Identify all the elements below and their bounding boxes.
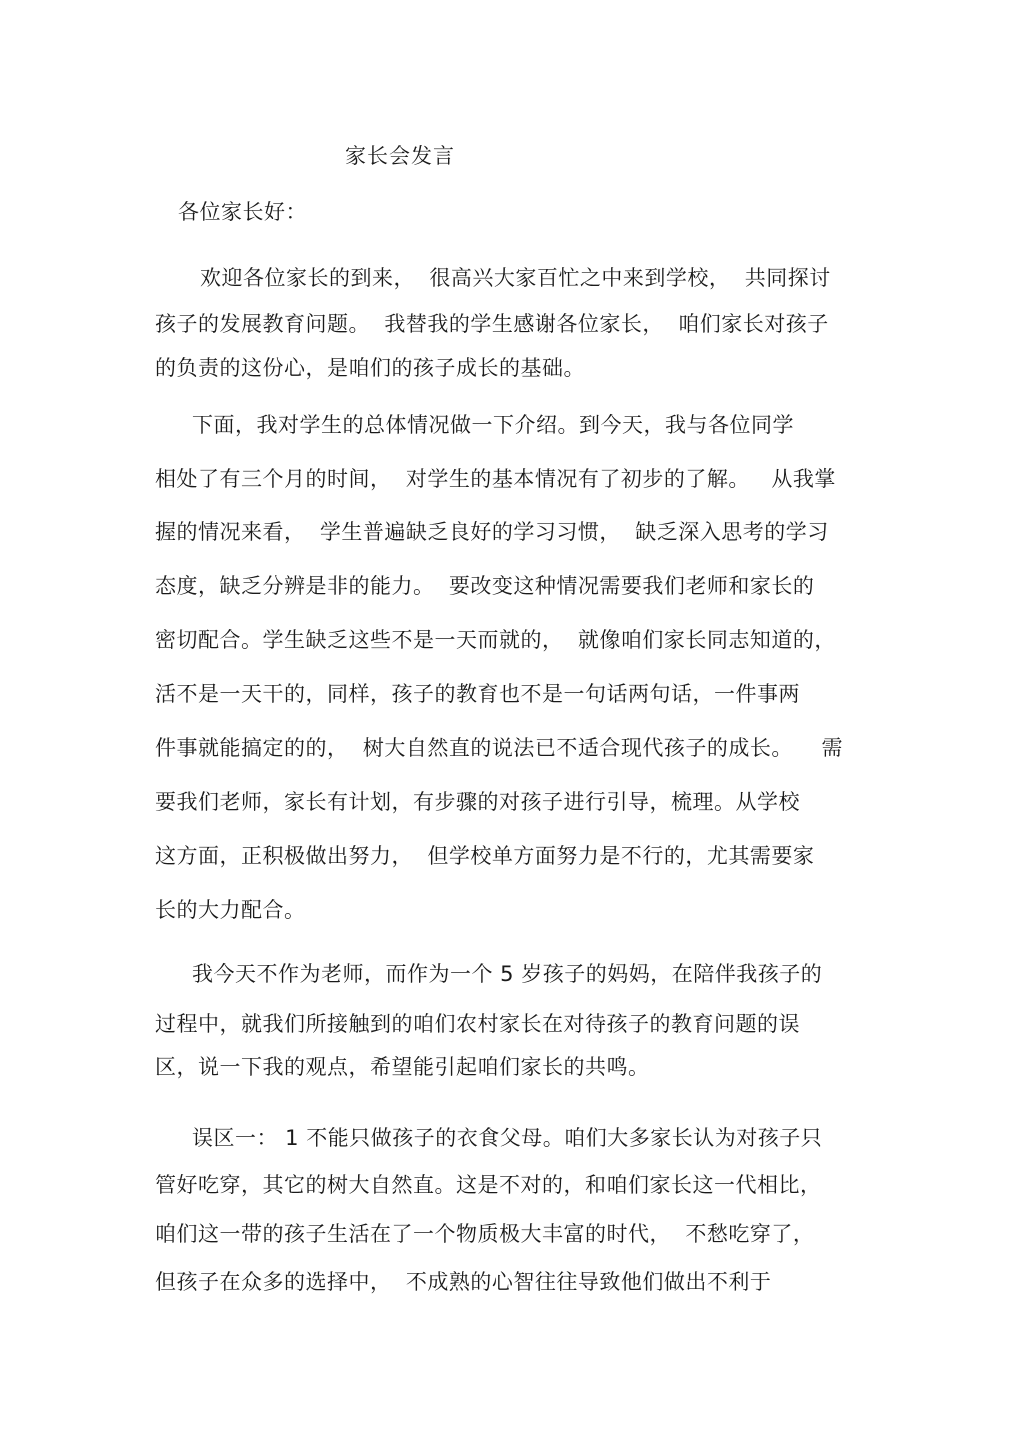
body-line: 握的情况来看， 学生普遍缺乏良好的学习习惯， 缺乏深入思考的学习	[155, 520, 829, 544]
body-line: 活不是一天干的，同样，孩子的教育也不是一句话两句话，一件事两	[155, 682, 800, 706]
body-line: 误区一： 1 不能只做孩子的衣食父母。咱们大多家长认为对孩子只	[192, 1126, 823, 1150]
body-line: 过程中，就我们所接触到的咱们农村家长在对待孩子的教育问题的误	[155, 1012, 800, 1036]
body-line: 相处了有三个月的时间， 对学生的基本情况有了初步的了解。 从我掌	[155, 467, 836, 491]
body-line: 这方面，正积极做出努力， 但学校单方面努力是不行的，尤其需要家	[155, 844, 815, 868]
greeting: 各位家长好：	[178, 200, 307, 224]
body-line: 长的大力配合。	[155, 898, 306, 922]
body-line: 管好吃穿，其它的树大自然直。这是不对的，和咱们家长这一代相比，	[155, 1173, 822, 1197]
body-line: 欢迎各位家长的到来， 很高兴大家百忙之中来到学校， 共同探讨	[200, 266, 831, 290]
body-line: 但孩子在众多的选择中， 不成熟的心智往往导致他们做出不利于	[155, 1270, 772, 1294]
body-line: 态度，缺乏分辨是非的能力。 要改变这种情况需要我们老师和家长的	[155, 574, 815, 598]
body-line: 下面，我对学生的总体情况做一下介绍。到今天，我与各位同学	[192, 413, 794, 437]
body-line: 孩子的发展教育问题。 我替我的学生感谢各位家长， 咱们家长对孩子	[155, 312, 829, 336]
body-line: 区，说一下我的观点，希望能引起咱们家长的共鸣。	[155, 1055, 650, 1079]
body-line: 我今天不作为老师，而作为一个 5 岁孩子的妈妈，在陪伴我孩子的	[192, 962, 823, 986]
body-line: 件事就能搞定的的， 树大自然直的说法已不适合现代孩子的成长。 需	[155, 736, 844, 760]
document-title: 家长会发言	[345, 144, 455, 168]
body-line: 密切配合。学生缺乏这些不是一天而就的， 就像咱们家长同志知道的，	[155, 628, 836, 652]
body-line: 咱们这一带的孩子生活在了一个物质极大丰富的时代， 不愁吃穿了，	[155, 1222, 815, 1246]
body-line: 的负责的这份心，是咱们的孩子成长的基础。	[155, 356, 585, 380]
body-line: 要我们老师，家长有计划，有步骤的对孩子进行引导，梳理。从学校	[155, 790, 800, 814]
